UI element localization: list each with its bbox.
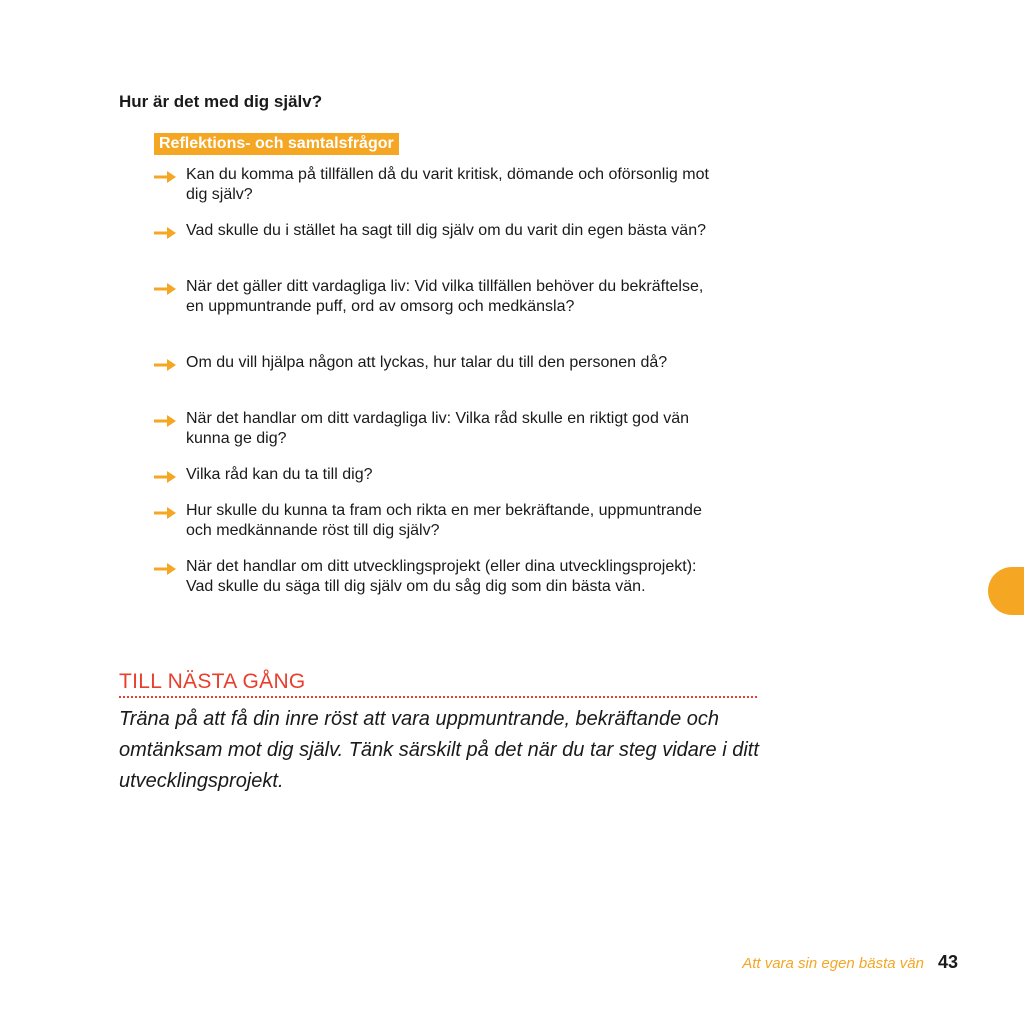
question-text: Kan du komma på tillfällen då du varit kritisk, dömande och oförsonlig mot dig själv? (186, 166, 709, 203)
question-item (152, 353, 712, 393)
arrow-right-icon (152, 356, 178, 374)
question-text: När det handlar om ditt utvecklingsprojekt (eller dina utvecklingsprojekt): Vad skulle du säga till dig själv om du såg dig som din bästa vän. (186, 558, 697, 595)
page-footer (742, 952, 958, 973)
question-item (152, 409, 712, 449)
question-item (152, 465, 712, 485)
next-time-heading: TILL NÄSTA GÅNG (119, 670, 757, 698)
running-title: Att vara sin egen bästa vän (742, 955, 924, 972)
arrow-right-icon (152, 412, 178, 430)
arrow-right-icon (152, 468, 178, 486)
question-item (152, 277, 712, 337)
arrow-right-icon (152, 560, 178, 578)
page-number: 43 (937, 952, 958, 972)
arrow-right-icon (152, 224, 178, 242)
question-list (152, 165, 712, 617)
question-text: Vad skulle du i stället ha sagt till dig själv om du varit din egen bästa vän? (186, 222, 706, 239)
arrow-right-icon (152, 280, 178, 298)
question-item (152, 165, 712, 205)
question-text: När det handlar om ditt vardagliga liv: Vilka råd skulle en riktigt god vän kunna ge dig? (186, 410, 690, 447)
question-text: Om du vill hjälpa någon att lyckas, hur talar du till den personen då? (186, 354, 668, 371)
page-heading: Hur är det med dig själv? (119, 92, 323, 111)
question-text: Hur skulle du kunna ta fram och rikta en mer bekräftande, uppmuntrande och medkännande röst till dig själv? (186, 502, 702, 539)
question-item (152, 501, 712, 541)
question-item (152, 557, 712, 617)
section-label: Reflektions- och samtalsfrågor (154, 133, 399, 155)
page-edge-tab (988, 567, 1024, 615)
next-time-text: Träna på att få din inre röst att vara uppmuntrande, bekräftande och omtänksam mot dig själv. Tänk särskilt på det när du tar steg vidare i ditt utvecklingsprojekt. (119, 708, 759, 792)
question-text: När det gäller ditt vardagliga liv: Vid vilka tillfällen behöver du bekräftelse, en uppmuntrande puff, ord av omsorg och medkänsla? (186, 278, 704, 315)
question-text: Vilka råd kan du ta till dig? (186, 466, 373, 483)
arrow-right-icon (152, 504, 178, 522)
arrow-right-icon (152, 168, 178, 186)
question-item (152, 221, 712, 261)
